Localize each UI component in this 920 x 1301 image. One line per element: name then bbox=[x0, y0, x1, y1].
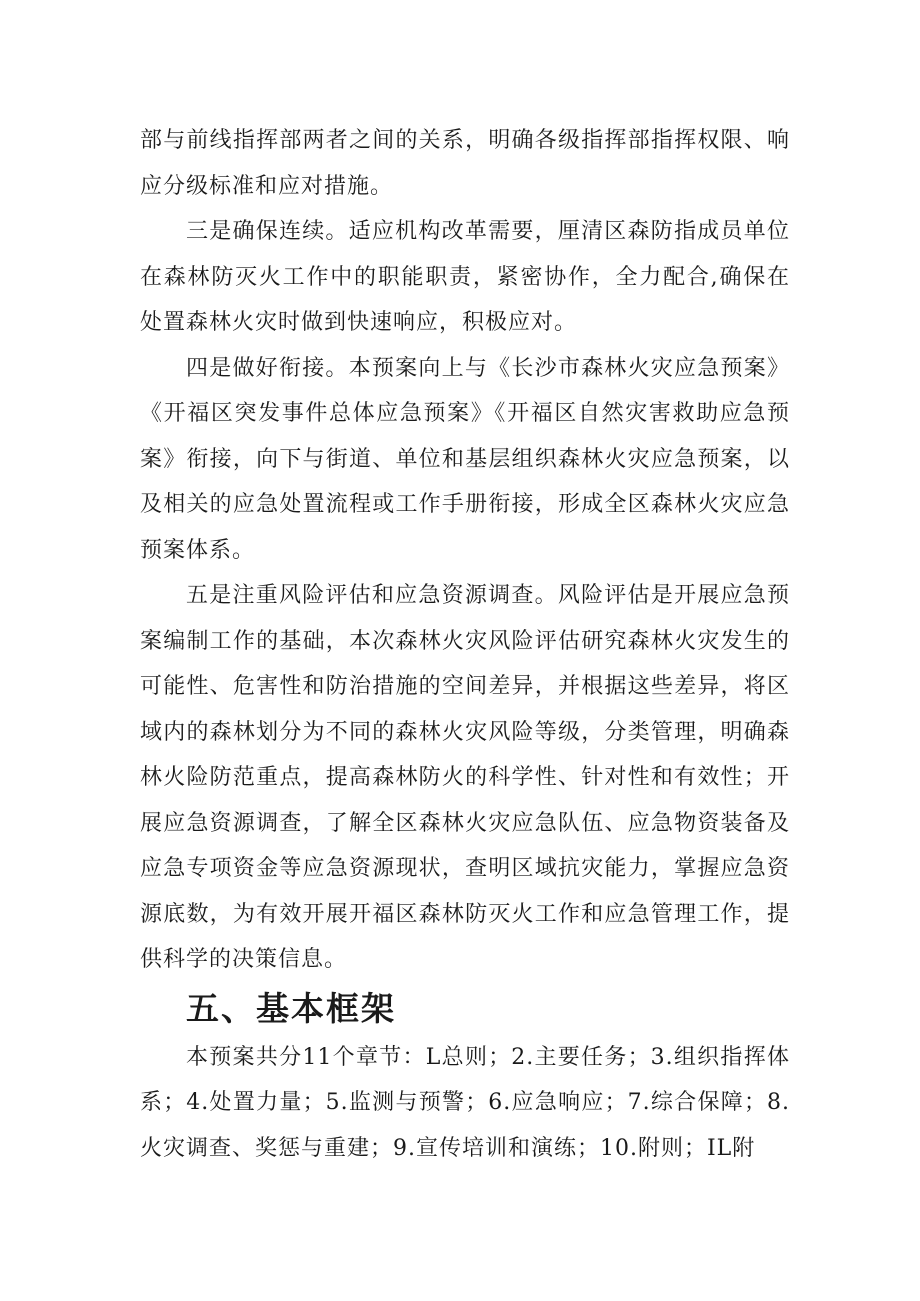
paragraph-do-good-connection: 四是做好衔接。本预案向上与《长沙市森林火灾应急预案》《开福区突发事件总体应急预案》《开福区自然灾害救助应急预案》衔接，向下与街道、单位和基层组织森林火灾应急预案，以及相关的应急处置流程或工作手册衔接，形成全区森林火灾应急预案体系。 bbox=[140, 355, 790, 563]
section-heading-basic-framework: 五、基本框架 bbox=[186, 988, 396, 1028]
document-page bbox=[140, 118, 790, 1171]
paragraph-command-relations: 部与前线指挥部两者之间的关系，明确各级指挥部指挥权限、响应分级标准和应对措施。 bbox=[140, 128, 790, 199]
paragraph-risk-assessment: 五是注重风险评估和应急资源调查。风险评估是开展应急预案编制工作的基础，本次森林火灾风险评估研究森林火灾发生的可能性、危害性和防治措施的空间差异，并根据这些差异，将区域内的森林划分为不同的森林火灾风险等级，分类管理，明确森林火险防范重点，提高森林防火的科学性、针对性和有效性；开展应急资源调查，了解全区森林火灾应急队伍、应急物资装备及应急专项资金等应急资源现状，查明区域抗灾能力，掌握应急资源底数，为有效开展开福区森林防灭火工作和应急管理工作，提供科学的决策信息。 bbox=[140, 583, 790, 972]
paragraph-ensure-continuity: 三是确保连续。适应机构改革需要，厘清区森防指成员单位在森林防灭火工作中的职能职责，紧密协作，全力配合,确保在处置森林火灾时做到快速响应，积极应对。 bbox=[140, 219, 790, 335]
paragraph-chapter-list: 本预案共分11个章节：L总则；2.主要任务；3.组织指挥体系；4.处置力量；5.监测与预警；6.应急响应；7.综合保障；8.火灾调查、奖惩与重建；9.宣传培训和演练；10.附则；IL附 bbox=[140, 1044, 790, 1161]
